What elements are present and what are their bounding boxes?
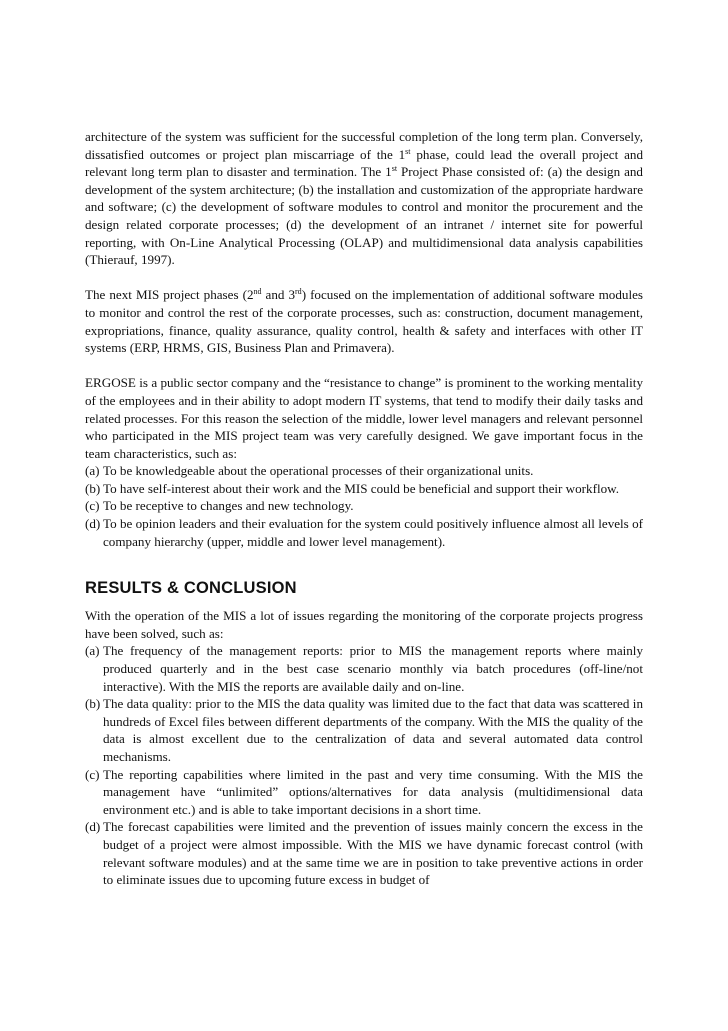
list-item-text: The reporting capabilities where limited in the past and very time consuming. With the MIS the management have “unlimited” options/alternatives for data analysis (multidimensional data environment etc.) and is able to take important decisions in a short time. [103,766,643,817]
superscript: nd [253,287,262,297]
list-item [85,642,643,695]
list-item-text: To be opinion leaders and their evaluation for the system could positively influence almost all levels of company hierarchy (upper, middle and lower level management). [103,516,643,549]
list-item-text: To have self-interest about their work and the MIS could be beneficial and support their workflow. [103,480,620,496]
team-characteristics-list [85,462,643,550]
paragraph-ergose: ERGOSE is a public sector company and the “resistance to change” is prominent to the working mentality of the employees and in their ability to adopt modern IT systems, that tend to modify their daily tasks and related processes. For this reason the selection of the middle, lower level managers and relevant personnel who participated in the MIS project team was very carefully designed. We gave important focus in the team characteristics, such as: [85,375,643,461]
paragraph-text: Project Phase consisted of: (a) the design and development of the system architecture; (b) the installation and customization of the appropriate hardware and software; (c) the development of software modules to control and monitor the procurement and the design related corporate processes; (d) the development of an intranet / internet site for powerful reporting, with On-Line Analytical Processing (OLAP) and multidimensional data analysis capabilities (Thierauf, 1997). [85,164,643,268]
list-item-label: (a) [85,643,100,659]
list-item-label: (b) [85,480,101,496]
page-body [85,128,643,889]
list-item-label: (c) [85,766,100,782]
paragraph-text: phase, could lead the overall project and relevant long term plan to disaster and termination. The 1 [85,146,644,180]
list-item-label: (a) [85,463,100,479]
list-item [85,480,643,498]
superscript: rd [295,287,302,297]
paragraph-text: architecture of the system was sufficient for the successful completion of the long term plan. Conversely, dissatisfied outcomes or project plan miscarriage of the 1 [85,129,643,162]
list-item-text: To be receptive to changes and new technology. [103,498,354,514]
paragraph-results-intro: With the operation of the MIS a lot of issues regarding the monitoring of the corporate projects progress have been solved, such as: [85,608,643,641]
list-item-text: The frequency of the management reports: prior to MIS the management reports where mainly produced quarterly and in the best case scenario monthly via batch procedures (off-line/not interactive). With the MIS the reports are available daily and on-line. [103,643,643,694]
list-item-text: The data quality: prior to the MIS the data quality was limited due to the fact that data was scattered in hundreds of Excel files between different departments of the company. With the MIS the quality of the data is almost excellent due to the centralization of data and several automated data control mechanisms. [103,696,643,764]
superscript: st [391,164,398,174]
results-list [85,642,643,888]
list-item-text: To be knowledgeable about the operational processes of their organizational units. [103,463,534,479]
list-item-label: (d) [85,819,101,835]
list-item [85,766,643,819]
paragraph-next-phases [85,286,643,356]
list-item [85,497,643,515]
list-item [85,515,643,550]
paragraph-phase-one [85,128,643,269]
list-item [85,695,643,765]
list-item-label: (b) [85,696,101,712]
section-heading-results: RESULTS & CONCLUSION [85,579,297,598]
list-item [85,462,643,480]
paragraph-text: and 3 [261,287,296,303]
superscript: st [405,146,411,156]
paragraph-text: The next MIS project phases (2 [85,287,254,303]
list-item-text: The forecast capabilities were limited and the prevention of issues mainly concern the excess in the budget of a project were almost impossible. With the MIS we have dynamic forecast control (with relevant software modules) and at the same time we are in position to take preventive actions in order to eliminate issues due to upcoming future excess in budget of [103,819,643,888]
list-item [85,818,643,888]
list-item-label: (c) [85,498,100,514]
list-item-label: (d) [85,516,101,532]
paragraph-text: ) focused on the implementation of additional software modules to monitor and control the rest of the corporate processes, such as: construction, document management, expropriations, finance, quality assurance, quality control, health & safety and interfaces with other IT systems (ERP, HRMS, GIS, Business Plan and Primavera). [85,287,643,356]
